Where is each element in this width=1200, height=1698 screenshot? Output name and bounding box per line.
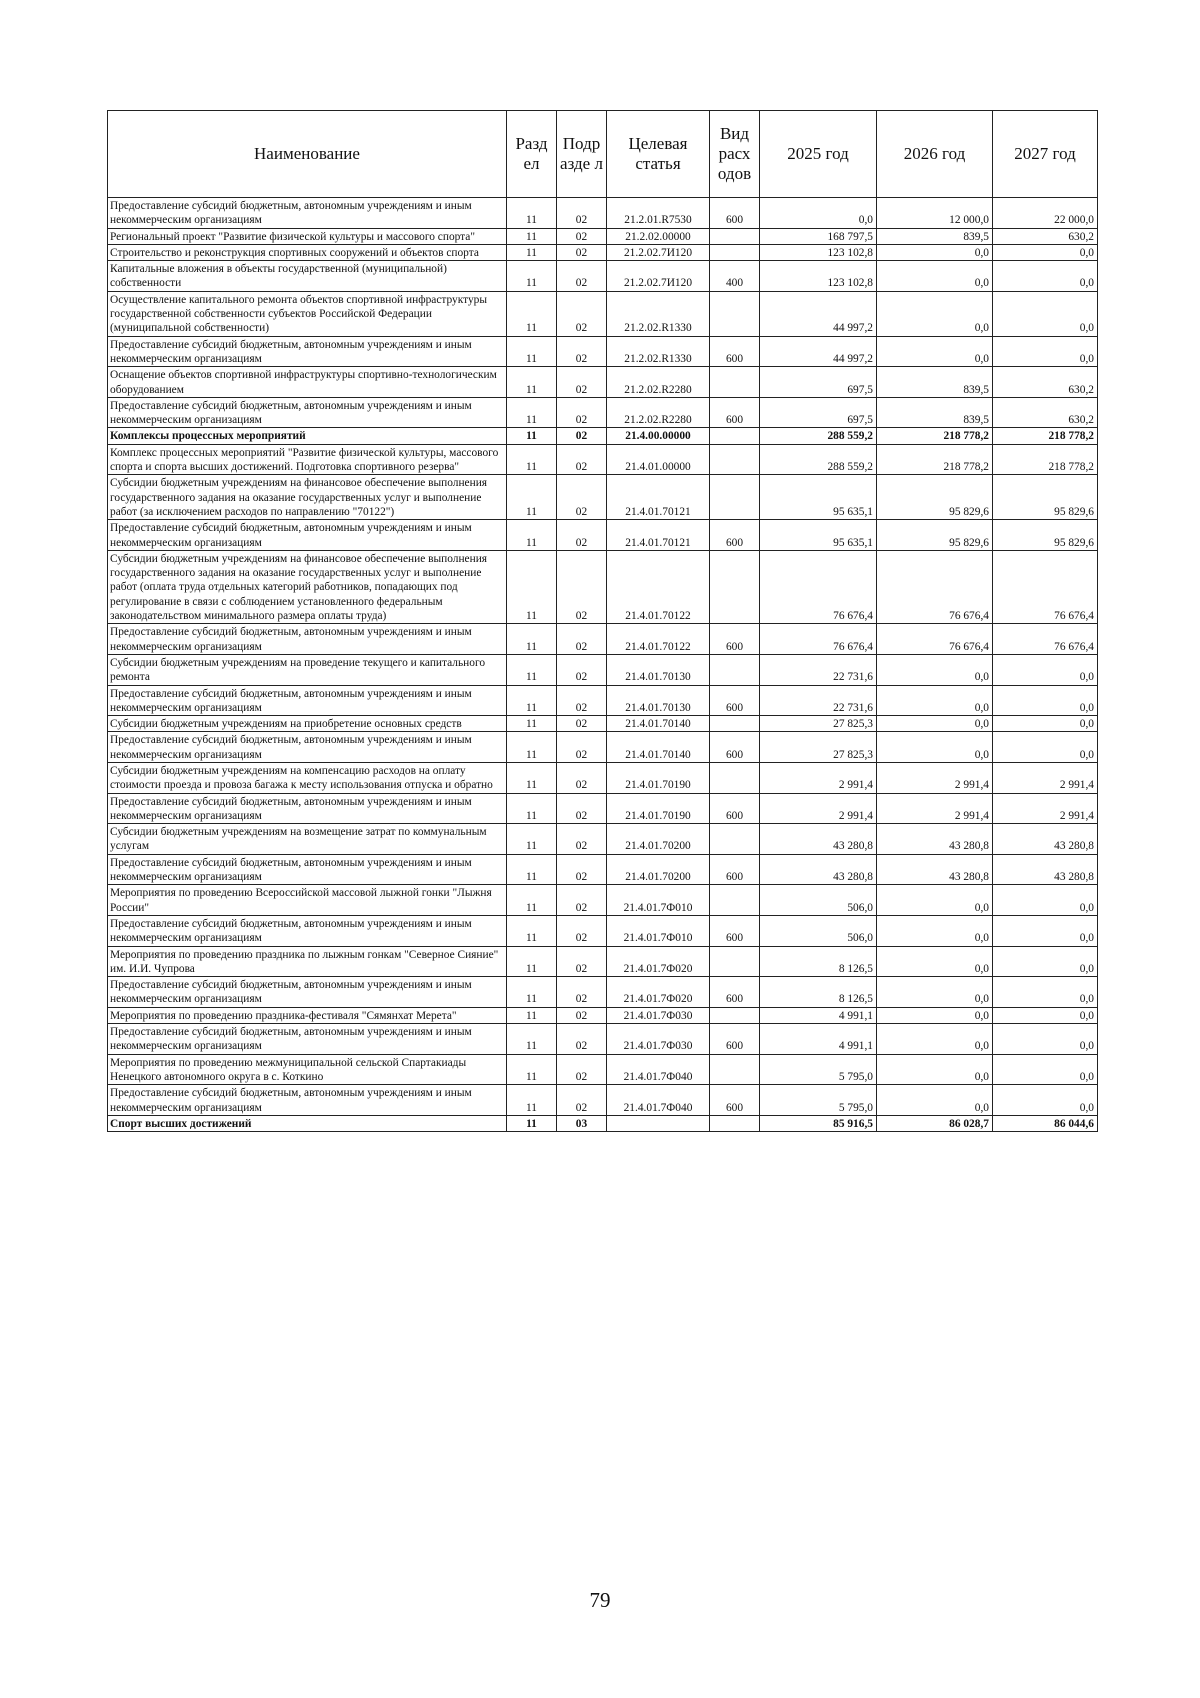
- cell-target-article: 21.4.01.7Ф020: [607, 946, 710, 977]
- table-row: [108, 291, 1098, 336]
- cell-subsection: 02: [557, 291, 607, 336]
- cell-name: Предоставление субсидий бюджетным, автономным учреждениям и иным некоммерческим организациям: [108, 915, 507, 946]
- cell-target-article: [607, 1115, 710, 1131]
- header-year-2027: 2027 год: [993, 111, 1098, 198]
- cell-amount-2027: 95 829,6: [993, 475, 1098, 520]
- cell-name: Предоставление субсидий бюджетным, автономным учреждениям и иным некоммерческим организациям: [108, 1024, 507, 1055]
- cell-amount-2027: 0,0: [993, 915, 1098, 946]
- cell-section: 11: [507, 428, 557, 444]
- cell-amount-2025: 5 795,0: [760, 1054, 877, 1085]
- cell-subsection: 02: [557, 1085, 607, 1116]
- cell-target-article: 21.4.01.7Ф030: [607, 1024, 710, 1055]
- cell-target-article: 21.4.01.7Ф010: [607, 915, 710, 946]
- cell-amount-2026: 76 676,4: [877, 624, 993, 655]
- cell-subsection: 02: [557, 685, 607, 716]
- table-row: [108, 716, 1098, 732]
- cell-name: Капитальные вложения в объекты государственной (муниципальной) собственности: [108, 261, 507, 292]
- cell-expense-type: 600: [710, 336, 760, 367]
- cell-amount-2027: 218 778,2: [993, 428, 1098, 444]
- cell-subsection: 02: [557, 885, 607, 916]
- cell-target-article: 21.4.01.7Ф040: [607, 1054, 710, 1085]
- table-row: [108, 397, 1098, 428]
- header-year-2025: 2025 год: [760, 111, 877, 198]
- table-row: [108, 885, 1098, 916]
- table-row: [108, 762, 1098, 793]
- cell-subsection: 02: [557, 475, 607, 520]
- table-row: [108, 550, 1098, 623]
- cell-subsection: 02: [557, 716, 607, 732]
- header-subsection: Подр азде л: [557, 111, 607, 198]
- cell-amount-2026: 86 028,7: [877, 1115, 993, 1131]
- cell-target-article: 21.2.02.00000: [607, 228, 710, 244]
- cell-expense-type: 600: [710, 520, 760, 551]
- cell-amount-2027: 0,0: [993, 244, 1098, 260]
- page-number: 79: [589, 1588, 611, 1612]
- cell-subsection: 02: [557, 946, 607, 977]
- cell-subsection: 02: [557, 1007, 607, 1023]
- cell-amount-2025: 85 916,5: [760, 1115, 877, 1131]
- cell-name: Спорт высших достижений: [108, 1115, 507, 1131]
- cell-amount-2026: 218 778,2: [877, 444, 993, 475]
- cell-section: 11: [507, 793, 557, 824]
- cell-subsection: 02: [557, 793, 607, 824]
- cell-expense-type: [710, 291, 760, 336]
- cell-amount-2026: 0,0: [877, 1054, 993, 1085]
- cell-amount-2026: 0,0: [877, 977, 993, 1008]
- cell-subsection: 03: [557, 1115, 607, 1131]
- cell-section: 11: [507, 732, 557, 763]
- table-header: [108, 111, 1098, 198]
- cell-expense-type: 600: [710, 685, 760, 716]
- cell-name: Субсидии бюджетным учреждениям на компенсацию расходов на оплату стоимости проезда и провоза багажа к месту использования отпуска и обратно: [108, 762, 507, 793]
- cell-amount-2026: 0,0: [877, 244, 993, 260]
- cell-amount-2027: 43 280,8: [993, 824, 1098, 855]
- cell-amount-2026: 76 676,4: [877, 550, 993, 623]
- cell-amount-2027: 2 991,4: [993, 762, 1098, 793]
- cell-expense-type: [710, 244, 760, 260]
- cell-subsection: 02: [557, 762, 607, 793]
- table-row: [108, 915, 1098, 946]
- cell-subsection: 02: [557, 520, 607, 551]
- cell-section: 11: [507, 1115, 557, 1131]
- cell-amount-2025: 76 676,4: [760, 550, 877, 623]
- cell-amount-2027: 95 829,6: [993, 520, 1098, 551]
- cell-amount-2025: 43 280,8: [760, 854, 877, 885]
- cell-name: Предоставление субсидий бюджетным, автономным учреждениям и иным некоммерческим организациям: [108, 1085, 507, 1116]
- cell-section: 11: [507, 854, 557, 885]
- cell-section: 11: [507, 685, 557, 716]
- header-target-article: Целевая статья: [607, 111, 710, 198]
- cell-expense-type: 600: [710, 624, 760, 655]
- cell-name: Предоставление субсидий бюджетным, автономным учреждениям и иным некоммерческим организациям: [108, 685, 507, 716]
- cell-section: 11: [507, 1085, 557, 1116]
- cell-subsection: 02: [557, 977, 607, 1008]
- cell-section: 11: [507, 397, 557, 428]
- cell-expense-type: [710, 1007, 760, 1023]
- cell-name: Комплекс процессных мероприятий "Развитие физической культуры, массового спорта и спорта высших достижений. Подготовка спортивного резерва": [108, 444, 507, 475]
- cell-name: Региональный проект "Развитие физической культуры и массового спорта": [108, 228, 507, 244]
- cell-expense-type: 600: [710, 915, 760, 946]
- cell-subsection: 02: [557, 428, 607, 444]
- cell-expense-type: [710, 824, 760, 855]
- cell-amount-2025: 27 825,3: [760, 716, 877, 732]
- table-row: [108, 624, 1098, 655]
- cell-subsection: 02: [557, 654, 607, 685]
- cell-name: Комплексы процессных мероприятий: [108, 428, 507, 444]
- cell-target-article: 21.4.00.00000: [607, 428, 710, 444]
- cell-amount-2026: 0,0: [877, 336, 993, 367]
- cell-expense-type: 600: [710, 793, 760, 824]
- cell-amount-2025: 8 126,5: [760, 977, 877, 1008]
- cell-amount-2026: 0,0: [877, 885, 993, 916]
- cell-section: 11: [507, 1024, 557, 1055]
- table-row: [108, 261, 1098, 292]
- cell-amount-2026: 2 991,4: [877, 793, 993, 824]
- cell-amount-2025: 4 991,1: [760, 1024, 877, 1055]
- cell-amount-2025: 697,5: [760, 367, 877, 398]
- cell-name: Субсидии бюджетным учреждениям на возмещение затрат по коммунальным услугам: [108, 824, 507, 855]
- cell-target-article: 21.2.02.R2280: [607, 367, 710, 398]
- table-row: [108, 475, 1098, 520]
- cell-amount-2027: 630,2: [993, 397, 1098, 428]
- table-row: [108, 732, 1098, 763]
- cell-expense-type: 400: [710, 261, 760, 292]
- cell-name: Предоставление субсидий бюджетным, автономным учреждениям и иным некоммерческим организациям: [108, 624, 507, 655]
- cell-name: Субсидии бюджетным учреждениям на проведение текущего и капитального ремонта: [108, 654, 507, 685]
- cell-section: 11: [507, 291, 557, 336]
- cell-expense-type: [710, 367, 760, 398]
- cell-expense-type: [710, 1115, 760, 1131]
- cell-amount-2026: 839,5: [877, 367, 993, 398]
- cell-amount-2025: 8 126,5: [760, 946, 877, 977]
- cell-amount-2025: 0,0: [760, 198, 877, 229]
- cell-name: Субсидии бюджетным учреждениям на финансовое обеспечение выполнения государственного задания на оказание государственных услуг и выполнение работ (оплата труда отдельных категорий работников, попадающих под регулирование в связи с соблюдением установленного федеральным законодательством минимального размера оплаты труда): [108, 550, 507, 623]
- cell-name: Предоставление субсидий бюджетным, автономным учреждениям и иным некоммерческим организациям: [108, 336, 507, 367]
- cell-amount-2027: 0,0: [993, 261, 1098, 292]
- cell-amount-2027: 0,0: [993, 654, 1098, 685]
- cell-name: Мероприятия по проведению праздника-фестиваля "Сямянхат Мерета": [108, 1007, 507, 1023]
- cell-amount-2027: 76 676,4: [993, 550, 1098, 623]
- cell-name: Оснащение объектов спортивной инфраструктуры спортивно-технологическим оборудованием: [108, 367, 507, 398]
- cell-target-article: 21.2.02.R1330: [607, 336, 710, 367]
- cell-expense-type: [710, 428, 760, 444]
- cell-amount-2026: 0,0: [877, 732, 993, 763]
- cell-amount-2026: 839,5: [877, 228, 993, 244]
- cell-expense-type: [710, 444, 760, 475]
- cell-section: 11: [507, 367, 557, 398]
- cell-amount-2025: 22 731,6: [760, 654, 877, 685]
- cell-subsection: 02: [557, 550, 607, 623]
- cell-amount-2027: 0,0: [993, 1054, 1098, 1085]
- cell-target-article: 21.4.01.70140: [607, 732, 710, 763]
- cell-section: 11: [507, 520, 557, 551]
- cell-amount-2025: 506,0: [760, 915, 877, 946]
- table-row: [108, 854, 1098, 885]
- cell-amount-2025: 4 991,1: [760, 1007, 877, 1023]
- table-row: [108, 946, 1098, 977]
- cell-amount-2026: 0,0: [877, 716, 993, 732]
- cell-amount-2025: 44 997,2: [760, 336, 877, 367]
- table-row: [108, 1007, 1098, 1023]
- cell-name: Предоставление субсидий бюджетным, автономным учреждениям и иным некоммерческим организациям: [108, 793, 507, 824]
- header-name: Наименование: [108, 111, 507, 198]
- cell-amount-2025: 5 795,0: [760, 1085, 877, 1116]
- cell-amount-2027: 0,0: [993, 1085, 1098, 1116]
- cell-expense-type: 600: [710, 1085, 760, 1116]
- cell-target-article: 21.4.01.7Ф040: [607, 1085, 710, 1116]
- table-row: [108, 654, 1098, 685]
- cell-amount-2025: 95 635,1: [760, 520, 877, 551]
- cell-amount-2025: 43 280,8: [760, 824, 877, 855]
- cell-subsection: 02: [557, 915, 607, 946]
- cell-name: Предоставление субсидий бюджетным, автономным учреждениям и иным некоммерческим организациям: [108, 854, 507, 885]
- cell-amount-2027: 630,2: [993, 367, 1098, 398]
- cell-amount-2027: 76 676,4: [993, 624, 1098, 655]
- cell-amount-2026: 12 000,0: [877, 198, 993, 229]
- cell-section: 11: [507, 946, 557, 977]
- table-row: [108, 1085, 1098, 1116]
- cell-amount-2027: 630,2: [993, 228, 1098, 244]
- cell-expense-type: 600: [710, 732, 760, 763]
- cell-amount-2026: 0,0: [877, 1024, 993, 1055]
- cell-amount-2025: 123 102,8: [760, 244, 877, 260]
- cell-expense-type: [710, 654, 760, 685]
- cell-name: Предоставление субсидий бюджетным, автономным учреждениям и иным некоммерческим организациям: [108, 397, 507, 428]
- cell-name: Субсидии бюджетным учреждениям на приобретение основных средств: [108, 716, 507, 732]
- cell-amount-2026: 43 280,8: [877, 854, 993, 885]
- cell-target-article: 21.4.01.70200: [607, 854, 710, 885]
- cell-section: 11: [507, 654, 557, 685]
- cell-expense-type: 600: [710, 854, 760, 885]
- cell-target-article: 21.2.02.7И120: [607, 261, 710, 292]
- cell-section: 11: [507, 624, 557, 655]
- cell-amount-2027: 218 778,2: [993, 444, 1098, 475]
- cell-target-article: 21.4.01.7Ф010: [607, 885, 710, 916]
- cell-amount-2026: 839,5: [877, 397, 993, 428]
- cell-amount-2025: 27 825,3: [760, 732, 877, 763]
- cell-amount-2027: 0,0: [993, 732, 1098, 763]
- cell-target-article: 21.4.01.7Ф030: [607, 1007, 710, 1023]
- cell-amount-2027: 0,0: [993, 946, 1098, 977]
- cell-amount-2026: 2 991,4: [877, 762, 993, 793]
- cell-amount-2025: 22 731,6: [760, 685, 877, 716]
- cell-target-article: 21.4.01.70140: [607, 716, 710, 732]
- cell-target-article: 21.4.01.70130: [607, 654, 710, 685]
- table-row: [108, 520, 1098, 551]
- cell-amount-2025: 44 997,2: [760, 291, 877, 336]
- cell-target-article: 21.2.01.R7530: [607, 198, 710, 229]
- cell-target-article: 21.2.02.R2280: [607, 397, 710, 428]
- table-row: [108, 228, 1098, 244]
- cell-expense-type: [710, 475, 760, 520]
- table-row: [108, 824, 1098, 855]
- header-section: Разд ел: [507, 111, 557, 198]
- cell-name: Осуществление капитального ремонта объектов спортивной инфраструктуры государственной собственности субъектов Российской Федерации (муниципальной собственности): [108, 291, 507, 336]
- cell-amount-2026: 95 829,6: [877, 520, 993, 551]
- table-row: [108, 1024, 1098, 1055]
- cell-amount-2026: 0,0: [877, 946, 993, 977]
- cell-name: Предоставление субсидий бюджетным, автономным учреждениям и иным некоммерческим организациям: [108, 732, 507, 763]
- cell-target-article: 21.4.01.70121: [607, 475, 710, 520]
- cell-amount-2027: 2 991,4: [993, 793, 1098, 824]
- cell-target-article: 21.4.01.70190: [607, 793, 710, 824]
- cell-name: Мероприятия по проведению межмуниципальной сельской Спартакиады Ненецкого автономного округа в с. Коткино: [108, 1054, 507, 1085]
- cell-section: 11: [507, 244, 557, 260]
- cell-target-article: 21.2.02.7И120: [607, 244, 710, 260]
- cell-amount-2025: 168 797,5: [760, 228, 877, 244]
- cell-amount-2025: 76 676,4: [760, 624, 877, 655]
- cell-amount-2027: 0,0: [993, 1024, 1098, 1055]
- cell-target-article: 21.4.01.70200: [607, 824, 710, 855]
- cell-amount-2027: 22 000,0: [993, 198, 1098, 229]
- cell-name: Предоставление субсидий бюджетным, автономным учреждениям и иным некоммерческим организациям: [108, 977, 507, 1008]
- cell-subsection: 02: [557, 1024, 607, 1055]
- cell-section: 11: [507, 336, 557, 367]
- cell-amount-2027: 0,0: [993, 977, 1098, 1008]
- cell-target-article: 21.2.02.R1330: [607, 291, 710, 336]
- budget-table: [107, 110, 1098, 1132]
- cell-name: Предоставление субсидий бюджетным, автономным учреждениям и иным некоммерческим организациям: [108, 520, 507, 551]
- cell-amount-2026: 43 280,8: [877, 824, 993, 855]
- table-row: [108, 977, 1098, 1008]
- cell-section: 11: [507, 762, 557, 793]
- cell-section: 11: [507, 550, 557, 623]
- cell-amount-2026: 0,0: [877, 1007, 993, 1023]
- cell-amount-2027: 0,0: [993, 291, 1098, 336]
- cell-name: Мероприятия по проведению Всероссийской массовой лыжной гонки "Лыжня России": [108, 885, 507, 916]
- cell-section: 11: [507, 1007, 557, 1023]
- cell-amount-2025: 506,0: [760, 885, 877, 916]
- table-row: [108, 198, 1098, 229]
- cell-section: 11: [507, 475, 557, 520]
- cell-section: 11: [507, 977, 557, 1008]
- cell-amount-2026: 0,0: [877, 291, 993, 336]
- cell-name: Предоставление субсидий бюджетным, автономным учреждениям и иным некоммерческим организациям: [108, 198, 507, 229]
- cell-name: Строительство и реконструкция спортивных сооружений и объектов спорта: [108, 244, 507, 260]
- cell-section: 11: [507, 198, 557, 229]
- cell-target-article: 21.4.01.70122: [607, 624, 710, 655]
- cell-subsection: 02: [557, 397, 607, 428]
- table-body: [108, 198, 1098, 1132]
- cell-amount-2027: 43 280,8: [993, 854, 1098, 885]
- cell-amount-2027: 0,0: [993, 716, 1098, 732]
- cell-expense-type: 600: [710, 198, 760, 229]
- cell-amount-2027: 0,0: [993, 1007, 1098, 1023]
- cell-expense-type: [710, 946, 760, 977]
- cell-section: 11: [507, 824, 557, 855]
- table-row: [108, 428, 1098, 444]
- cell-amount-2026: 0,0: [877, 685, 993, 716]
- table-row: [108, 444, 1098, 475]
- cell-amount-2026: 0,0: [877, 654, 993, 685]
- table-row: [108, 793, 1098, 824]
- cell-target-article: 21.4.01.70121: [607, 520, 710, 551]
- cell-expense-type: [710, 762, 760, 793]
- cell-name: Субсидии бюджетным учреждениям на финансовое обеспечение выполнения государственного задания на оказание государственных услуг и выполнение работ (за исключением расходов по направлению "70122"): [108, 475, 507, 520]
- cell-section: 11: [507, 716, 557, 732]
- cell-amount-2027: 0,0: [993, 685, 1098, 716]
- cell-target-article: 21.4.01.00000: [607, 444, 710, 475]
- cell-subsection: 02: [557, 824, 607, 855]
- cell-amount-2025: 288 559,2: [760, 444, 877, 475]
- table-row: [108, 1115, 1098, 1131]
- cell-subsection: 02: [557, 732, 607, 763]
- cell-amount-2025: 288 559,2: [760, 428, 877, 444]
- header-expense-type: Вид расх одов: [710, 111, 760, 198]
- cell-subsection: 02: [557, 261, 607, 292]
- cell-amount-2026: 95 829,6: [877, 475, 993, 520]
- cell-section: 11: [507, 444, 557, 475]
- cell-amount-2025: 123 102,8: [760, 261, 877, 292]
- cell-subsection: 02: [557, 624, 607, 655]
- cell-section: 11: [507, 1054, 557, 1085]
- cell-target-article: 21.4.01.70190: [607, 762, 710, 793]
- cell-section: 11: [507, 915, 557, 946]
- cell-amount-2026: 0,0: [877, 1085, 993, 1116]
- cell-section: 11: [507, 885, 557, 916]
- cell-subsection: 02: [557, 198, 607, 229]
- cell-subsection: 02: [557, 367, 607, 398]
- cell-target-article: 21.4.01.7Ф020: [607, 977, 710, 1008]
- cell-section: 11: [507, 261, 557, 292]
- cell-subsection: 02: [557, 1054, 607, 1085]
- table-row: [108, 685, 1098, 716]
- cell-amount-2027: 86 044,6: [993, 1115, 1098, 1131]
- cell-subsection: 02: [557, 336, 607, 367]
- cell-subsection: 02: [557, 444, 607, 475]
- cell-expense-type: [710, 550, 760, 623]
- table-row: [108, 1054, 1098, 1085]
- cell-amount-2027: 0,0: [993, 336, 1098, 367]
- cell-amount-2025: 697,5: [760, 397, 877, 428]
- cell-expense-type: [710, 1054, 760, 1085]
- cell-target-article: 21.4.01.70122: [607, 550, 710, 623]
- cell-amount-2026: 218 778,2: [877, 428, 993, 444]
- cell-expense-type: [710, 228, 760, 244]
- cell-subsection: 02: [557, 854, 607, 885]
- cell-amount-2025: 2 991,4: [760, 793, 877, 824]
- cell-expense-type: 600: [710, 397, 760, 428]
- cell-expense-type: [710, 885, 760, 916]
- header-year-2026: 2026 год: [877, 111, 993, 198]
- table-row: [108, 367, 1098, 398]
- table-row: [108, 244, 1098, 260]
- cell-expense-type: 600: [710, 977, 760, 1008]
- cell-amount-2026: 0,0: [877, 261, 993, 292]
- cell-subsection: 02: [557, 244, 607, 260]
- table-row: [108, 336, 1098, 367]
- cell-amount-2025: 95 635,1: [760, 475, 877, 520]
- cell-expense-type: [710, 716, 760, 732]
- cell-name: Мероприятия по проведению праздника по лыжным гонкам "Северное Сияние" им. И.И. Чупрова: [108, 946, 507, 977]
- cell-subsection: 02: [557, 228, 607, 244]
- cell-target-article: 21.4.01.70130: [607, 685, 710, 716]
- cell-section: 11: [507, 228, 557, 244]
- cell-amount-2027: 0,0: [993, 885, 1098, 916]
- cell-amount-2026: 0,0: [877, 915, 993, 946]
- cell-amount-2025: 2 991,4: [760, 762, 877, 793]
- cell-expense-type: 600: [710, 1024, 760, 1055]
